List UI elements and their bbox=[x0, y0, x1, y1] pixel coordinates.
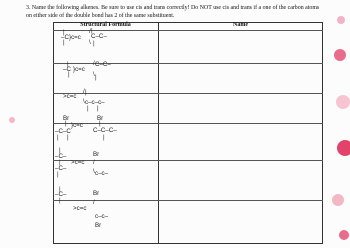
svg-text:|: | bbox=[63, 39, 65, 46]
svg-text:/: / bbox=[93, 60, 95, 67]
svg-text:|: | bbox=[93, 40, 95, 47]
svg-text:>c=c: >c=c bbox=[63, 93, 77, 100]
svg-text:|: | bbox=[59, 186, 61, 193]
svg-text:|: | bbox=[59, 147, 61, 154]
svg-text:\: \ bbox=[93, 71, 95, 78]
svg-text:Br: Br bbox=[93, 151, 100, 158]
svg-text:|: | bbox=[99, 120, 101, 127]
svg-text:\: \ bbox=[83, 98, 85, 105]
svg-text:c–c–c–: c–c–c– bbox=[85, 99, 105, 106]
svg-text:Br: Br bbox=[93, 190, 100, 197]
svg-text:\: \ bbox=[93, 168, 95, 175]
svg-text:\: \ bbox=[89, 39, 91, 46]
svg-text:–C: –C bbox=[61, 34, 69, 41]
svg-text:C–C–: C–C– bbox=[95, 61, 111, 68]
svg-text:Br: Br bbox=[97, 115, 104, 122]
svg-text:|: | bbox=[59, 159, 61, 166]
svg-text:|: | bbox=[65, 120, 67, 127]
svg-text:–C–: –C– bbox=[55, 191, 67, 198]
svg-text:|: | bbox=[59, 197, 61, 204]
svg-text:|: | bbox=[97, 105, 99, 112]
svg-text:|: | bbox=[85, 89, 87, 96]
svg-text:}c=c: }c=c bbox=[73, 66, 85, 73]
svg-text:/: / bbox=[89, 28, 91, 35]
svg-text:|: | bbox=[57, 171, 59, 178]
svg-text:–C–C: –C–C bbox=[55, 128, 71, 135]
svg-text:|: | bbox=[91, 28, 93, 34]
svg-text:C–C–C–: C–C–C– bbox=[93, 127, 117, 134]
svg-text:|: | bbox=[87, 105, 89, 112]
svg-text:–C–: –C– bbox=[55, 165, 67, 172]
svg-text:|: | bbox=[95, 74, 97, 81]
question-text: 3. Name the following alkenes. Be sure to use cis and trans correctly! Do NOT use cis and trans if a one of the carbon atoms on either side of the double bond has 2 of the same substituent. bbox=[26, 5, 320, 19]
svg-text:–C–: –C– bbox=[55, 153, 67, 160]
svg-text:>c=c: >c=c bbox=[73, 205, 87, 212]
svg-text:|: | bbox=[67, 134, 69, 141]
name-header: Name bbox=[233, 22, 248, 28]
svg-text:|: | bbox=[57, 134, 59, 141]
svg-text:/: / bbox=[93, 159, 95, 166]
svg-text:Br: Br bbox=[95, 222, 102, 229]
svg-text:/: / bbox=[93, 199, 95, 206]
svg-text:|: | bbox=[67, 61, 69, 68]
svg-text:c–c–: c–c– bbox=[95, 213, 109, 220]
svg-text:|: | bbox=[63, 29, 65, 36]
svg-text:}c=c: }c=c bbox=[69, 34, 81, 41]
svg-text:C–C–: C–C– bbox=[91, 33, 107, 40]
svg-text:Br: Br bbox=[63, 115, 70, 122]
svg-text:–C: –C bbox=[63, 66, 71, 73]
structural-formula-header: Structural Formula bbox=[80, 22, 131, 28]
svg-text:}c=c: }c=c bbox=[71, 122, 83, 129]
svg-text:>c=c: >c=c bbox=[71, 159, 85, 166]
svg-text:|: | bbox=[103, 134, 105, 141]
svg-text:/: / bbox=[83, 88, 85, 95]
svg-text:|: | bbox=[68, 71, 70, 78]
svg-text:c–c–: c–c– bbox=[95, 170, 109, 177]
